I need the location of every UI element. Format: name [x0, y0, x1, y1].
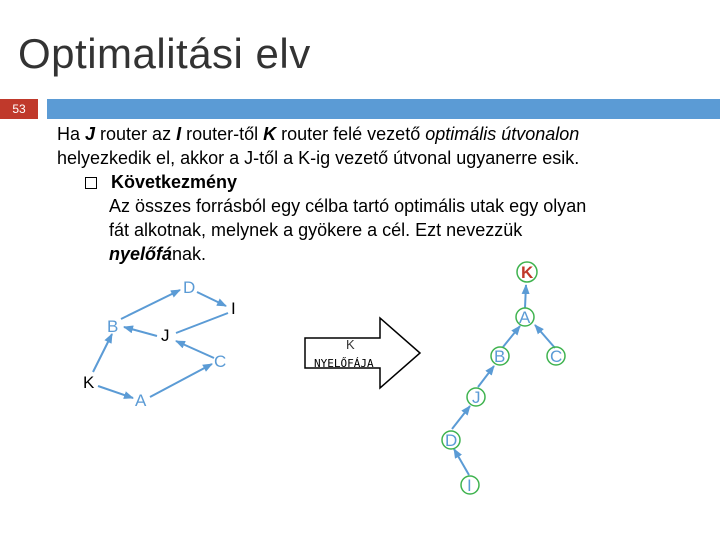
text-run: Ha [57, 124, 86, 144]
text-run-k: K [263, 124, 277, 144]
text-run-optimal-route: optimális útvonalon [425, 124, 580, 144]
slide-title: Optimalitási elv [18, 30, 311, 77]
slide-number: 53 [0, 99, 38, 119]
node-left-k: K [83, 373, 95, 392]
edge-a-k [525, 285, 526, 308]
sub-paragraph-line-1: Az összes forrásból egy célba tartó optimális utak egy olyan [109, 196, 587, 216]
node-left-a: A [135, 391, 147, 410]
edge-k-a [98, 386, 133, 398]
edge-b-a [503, 326, 520, 347]
edge-i-j [176, 313, 228, 333]
node-right-a: A [519, 308, 531, 327]
edge-j-b [478, 366, 494, 387]
edge-c-j [176, 341, 214, 358]
edge-j-b [124, 327, 157, 336]
text-run: router felé vezető [276, 124, 426, 144]
node-left-c: C [214, 352, 227, 371]
node-left-i: I [231, 299, 236, 318]
node-left-d: D [183, 278, 196, 297]
edge-c-a [535, 325, 555, 348]
edge-a-c [150, 364, 212, 397]
edge-d-j [452, 406, 470, 429]
right-tree-edges [452, 285, 555, 475]
text-run: nak. [172, 244, 207, 264]
bullet-label: Következmény [111, 172, 238, 192]
node-left-j: J [161, 326, 170, 345]
node-right-c: C [550, 347, 563, 366]
right-tree-labels [445, 263, 562, 495]
arrow-label-top: K [346, 337, 355, 352]
paragraph-line-2: helyezkedik el, akkor a J-től a K-ig vezető útvonal ugyanerre esik. [57, 148, 580, 168]
text-run: router-től [181, 124, 264, 144]
arrow-label-bottom: NYELŐFÁJA [314, 357, 374, 370]
sub-paragraph-line-2: fát alkotnak, melynek a gyökere a cél. Ezt nevezzük [109, 220, 523, 240]
text-run: router az [95, 124, 177, 144]
edge-i-d [454, 449, 469, 475]
sink-tree-arrow [305, 318, 420, 388]
block-arrow-shape [305, 318, 420, 388]
sink-tree-term: nyelőfá [109, 244, 173, 264]
node-right-k: K [521, 263, 534, 282]
edge-d-i [197, 292, 226, 306]
text-run-j: J [85, 124, 96, 144]
node-left-b: B [107, 317, 119, 336]
node-right-d: D [445, 431, 458, 450]
edge-b-d [121, 290, 180, 319]
node-right-b: B [494, 347, 506, 366]
text-run-i: I [176, 124, 182, 144]
node-right-j: J [472, 388, 481, 407]
edge-k-b [93, 334, 112, 372]
node-right-i: I [467, 476, 472, 495]
